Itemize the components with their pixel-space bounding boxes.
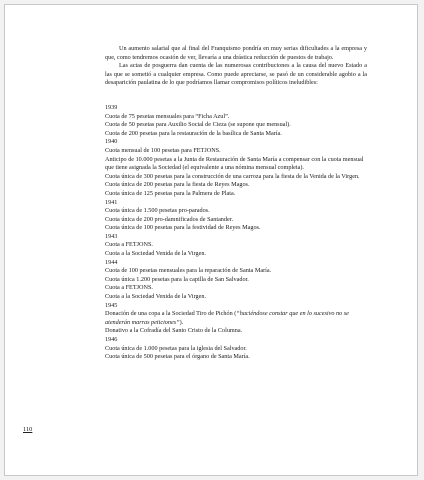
list-item-text: Cuota única de 100 pesetas para la festividad de Reyes Magos.	[105, 224, 261, 232]
list-item-tail: ).	[179, 318, 184, 326]
list-item	[105, 293, 367, 302]
list-item-text: Cuota de 75 pesetas mensuales para “Ficha Azul”.	[105, 112, 230, 120]
list-item	[105, 284, 367, 293]
list-item-text: Cuota única de 1.000 pesetas para la iglesia del Salvador.	[105, 344, 247, 352]
list-item-text: 1939	[105, 103, 118, 111]
list-item	[105, 173, 367, 182]
list-item-text: Cuota única de 500 pesetas para el órgano de Santa María.	[105, 353, 250, 361]
list-item-text: Cuota a la Sociedad Venida de la Virgen.	[105, 250, 207, 258]
list-item	[105, 147, 367, 156]
year-heading	[105, 302, 367, 311]
list-item	[105, 216, 367, 225]
list-item-text: Cuota a FETJONS.	[105, 284, 153, 292]
list-item	[105, 121, 367, 130]
list-item-text: Cuota de 50 pesetas para Auxilio Social de Cieza (se supone que mensual).	[105, 121, 291, 129]
list-item	[105, 224, 367, 233]
list-item-text: Donativo a la Cofradía del Santo Cristo de la Columna.	[105, 327, 243, 335]
year-heading	[105, 199, 367, 208]
list-item-text: Cuota única 1.200 pesetas para la capilla de San Salvador.	[105, 275, 249, 283]
list-item-text: 1940	[105, 138, 118, 146]
list-item-text: Cuota de 100 pesetas mensuales para la reparación de Santa María.	[105, 267, 272, 275]
list-item-text: Cuota a FETJONS.	[105, 241, 153, 249]
list-item-text: Donación de una copa a la Sociedad Tiro de Pichón (	[105, 310, 237, 318]
list-item-text: 1943	[105, 232, 118, 240]
list-item-text: 1941	[105, 198, 118, 206]
list-item	[105, 310, 367, 327]
list-item	[105, 267, 367, 276]
year-heading	[105, 138, 367, 147]
list-item-text: Cuota única de 300 pesetas para la construcción de una carroza para la fiesta de la Venida de la Virgen.	[105, 172, 360, 180]
list-item-text: 1944	[105, 258, 118, 266]
list-item-quote: “haciéndose constar que en lo sucesivo no se atenderán marras peticiones”	[105, 310, 349, 326]
list-item	[105, 345, 367, 354]
paragraph-2: Las actas de posguerra dan cuenta de las numerosas contribuciones a la causa del nuevo Estado a las que se sometió a cualquier empresa. Como puede apreciarse, se pasó de un considerable agobio a la desaparición paulatina de lo que podríamos llamar compromisos políticos ineludibles:	[105, 62, 367, 87]
list-item	[105, 327, 367, 336]
list-item-text: 1945	[105, 301, 118, 309]
list-item	[105, 181, 367, 190]
list-item	[105, 190, 367, 199]
document-page	[4, 4, 418, 476]
list-item-text: Cuota única de 200 pro-damnificados de Santander.	[105, 215, 234, 223]
list-item	[105, 250, 367, 259]
contributions-list	[105, 104, 367, 362]
list-item-text: Cuota única de 1.500 pesetas pro-parados.	[105, 207, 210, 215]
list-item	[105, 130, 367, 139]
list-item	[105, 207, 367, 216]
list-item	[105, 113, 367, 122]
list-item-text: 1946	[105, 336, 118, 343]
list-item	[105, 276, 367, 285]
year-heading	[105, 259, 367, 268]
list-item	[105, 156, 367, 173]
paragraph-1: Un aumento salarial que al final del Franquismo pondría en muy serias dificultades a la empresa y que, como tendremos ocasión de ver, llevaría a una drástica reducción de puestos de trabajo.	[105, 45, 367, 61]
list-item-text: Cuota única de 200 pesetas para la fiesta de Reyes Magos.	[105, 181, 250, 189]
list-item-text: Cuota única de 125 pesetas para la Palmera de Plata.	[105, 189, 236, 197]
year-heading	[105, 336, 367, 345]
list-item	[105, 353, 367, 362]
list-item-text: Cuota mensual de 100 pesetas para FETJONS.	[105, 146, 221, 154]
year-heading	[105, 104, 367, 113]
page-number: 110	[23, 426, 33, 433]
page-body	[105, 45, 367, 362]
list-item	[105, 241, 367, 250]
list-item-text: Cuota de 200 pesetas para la restauración de la basílica de Santa María.	[105, 129, 282, 137]
list-item-text: Anticipo de 10.000 pesetas a la Junta de Restauración de Santa María a compensar con la cuota mensual que tiene asignada la Sociedad (el equivalente a una nómina mensual completa).	[105, 155, 364, 172]
list-item-text: Cuota a la Sociedad Venida de la Virgen.	[105, 293, 207, 301]
year-heading	[105, 233, 367, 242]
